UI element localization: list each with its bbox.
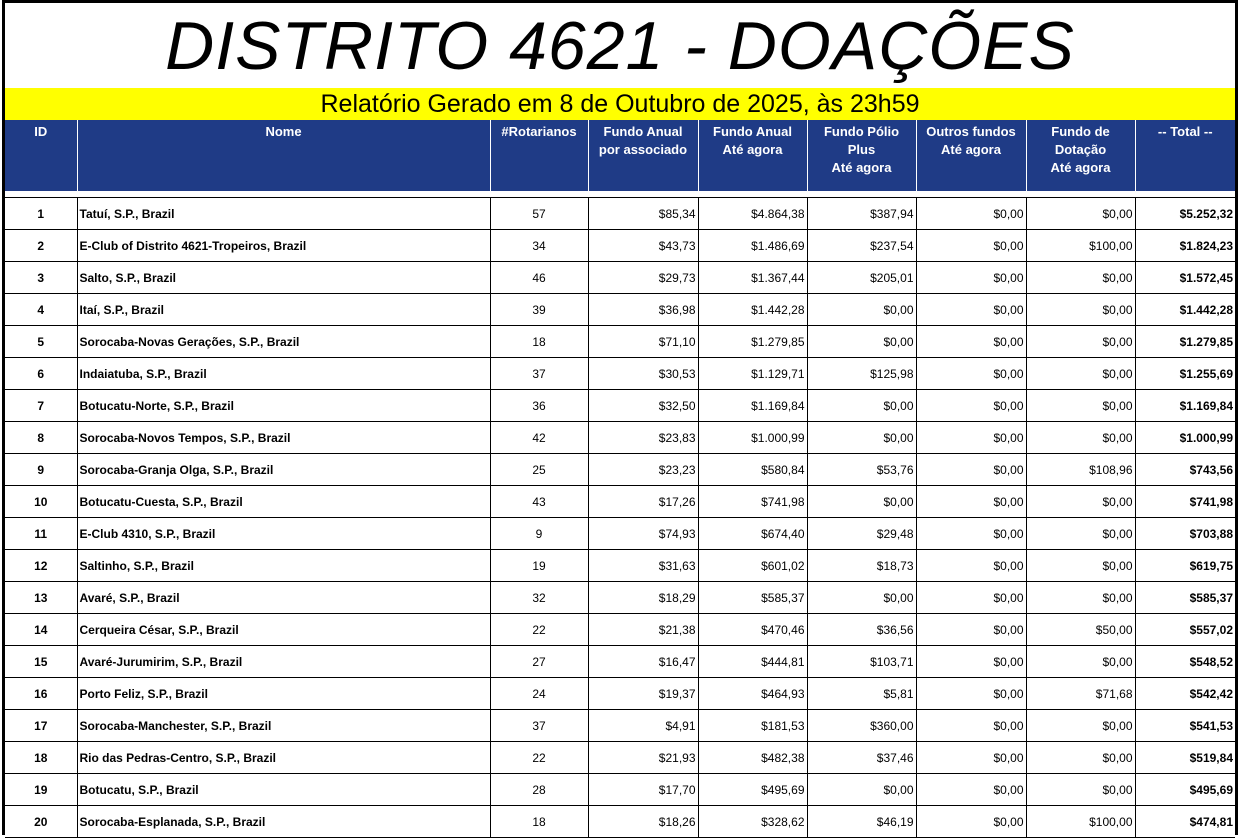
cell-total: $743,56	[1135, 454, 1235, 486]
cell-fundo-polio: $0,00	[807, 774, 916, 806]
table-row	[5, 198, 1235, 230]
cell-id: 11	[5, 518, 77, 550]
cell-outros-fundos: $0,00	[916, 550, 1026, 582]
cell-fundo-anual-associado: $23,83	[588, 422, 698, 454]
cell-fundo-polio: $18,73	[807, 550, 916, 582]
cell-nome: Sorocaba-Manchester, S.P., Brazil	[77, 710, 490, 742]
cell-rotarianos: 37	[490, 710, 588, 742]
cell-fundo-polio: $5,81	[807, 678, 916, 710]
cell-total: $519,84	[1135, 742, 1235, 774]
cell-fundo-polio: $125,98	[807, 358, 916, 390]
report-title: DISTRITO 4621 - DOAÇÕES	[165, 7, 1075, 84]
cell-fundo-anual-associado: $85,34	[588, 198, 698, 230]
cell-id: 12	[5, 550, 77, 582]
cell-fundo-anual-associado: $17,70	[588, 774, 698, 806]
header-fundo-polio	[807, 120, 916, 191]
cell-fundo-dotacao: $0,00	[1026, 582, 1135, 614]
header-nome: Nome	[77, 120, 490, 191]
cell-total: $619,75	[1135, 550, 1235, 582]
cell-fundo-dotacao: $100,00	[1026, 806, 1135, 838]
table-row	[5, 518, 1235, 550]
cell-fundo-polio: $237,54	[807, 230, 916, 262]
cell-fundo-anual-associado: $18,29	[588, 582, 698, 614]
cell-fundo-anual-associado: $31,63	[588, 550, 698, 582]
table-row	[5, 230, 1235, 262]
cell-rotarianos: 22	[490, 614, 588, 646]
table-row	[5, 710, 1235, 742]
cell-outros-fundos: $0,00	[916, 294, 1026, 326]
cell-id: 18	[5, 742, 77, 774]
table-row	[5, 262, 1235, 294]
cell-nome: Sorocaba-Esplanada, S.P., Brazil	[77, 806, 490, 838]
cell-fundo-dotacao: $0,00	[1026, 646, 1135, 678]
cell-rotarianos: 42	[490, 422, 588, 454]
cell-outros-fundos: $0,00	[916, 646, 1026, 678]
header-line: Até agora	[722, 142, 783, 157]
cell-fundo-anual: $1.367,44	[698, 262, 807, 294]
cell-nome: E-Club of Distrito 4621-Tropeiros, Brazil	[77, 230, 490, 262]
cell-id: 7	[5, 390, 77, 422]
cell-id: 14	[5, 614, 77, 646]
cell-fundo-anual: $181,53	[698, 710, 807, 742]
cell-nome: Tatuí, S.P., Brazil	[77, 198, 490, 230]
cell-outros-fundos: $0,00	[916, 454, 1026, 486]
table-row	[5, 550, 1235, 582]
header-line: Fundo de	[1051, 124, 1110, 139]
table-row	[5, 646, 1235, 678]
cell-fundo-anual: $741,98	[698, 486, 807, 518]
cell-id: 15	[5, 646, 77, 678]
report-subtitle: Relatório Gerado em 8 de Outubro de 2025, às 23h59	[5, 88, 1235, 120]
cell-id: 16	[5, 678, 77, 710]
cell-id: 6	[5, 358, 77, 390]
cell-id: 3	[5, 262, 77, 294]
cell-outros-fundos: $0,00	[916, 582, 1026, 614]
report-sheet	[2, 0, 1238, 835]
table-row	[5, 390, 1235, 422]
table-row	[5, 294, 1235, 326]
cell-id: 9	[5, 454, 77, 486]
cell-nome: Rio das Pedras-Centro, S.P., Brazil	[77, 742, 490, 774]
table-row	[5, 614, 1235, 646]
cell-rotarianos: 18	[490, 806, 588, 838]
header-line: Fundo Pólio	[823, 124, 900, 139]
cell-fundo-anual-associado: $74,93	[588, 518, 698, 550]
cell-nome: Saltinho, S.P., Brazil	[77, 550, 490, 582]
cell-fundo-dotacao: $0,00	[1026, 518, 1135, 550]
cell-id: 17	[5, 710, 77, 742]
cell-total: $1.000,99	[1135, 422, 1235, 454]
cell-nome: Porto Feliz, S.P., Brazil	[77, 678, 490, 710]
cell-fundo-anual: $495,69	[698, 774, 807, 806]
cell-nome: Cerqueira César, S.P., Brazil	[77, 614, 490, 646]
cell-outros-fundos: $0,00	[916, 422, 1026, 454]
cell-nome: Avaré-Jurumirim, S.P., Brazil	[77, 646, 490, 678]
cell-fundo-anual: $328,62	[698, 806, 807, 838]
cell-fundo-anual: $4.864,38	[698, 198, 807, 230]
table-row	[5, 422, 1235, 454]
cell-id: 13	[5, 582, 77, 614]
cell-outros-fundos: $0,00	[916, 390, 1026, 422]
table-row	[5, 742, 1235, 774]
cell-fundo-polio: $205,01	[807, 262, 916, 294]
header-line: Dotação	[1054, 142, 1107, 157]
cell-fundo-anual: $464,93	[698, 678, 807, 710]
cell-total: $495,69	[1135, 774, 1235, 806]
cell-nome: Sorocaba-Granja Olga, S.P., Brazil	[77, 454, 490, 486]
cell-rotarianos: 43	[490, 486, 588, 518]
cell-rotarianos: 18	[490, 326, 588, 358]
cell-total: $474,81	[1135, 806, 1235, 838]
table-row	[5, 454, 1235, 486]
cell-outros-fundos: $0,00	[916, 774, 1026, 806]
cell-fundo-anual: $444,81	[698, 646, 807, 678]
cell-nome: Indaiatuba, S.P., Brazil	[77, 358, 490, 390]
cell-fundo-polio: $37,46	[807, 742, 916, 774]
table-row	[5, 326, 1235, 358]
header-outros-fundos	[916, 120, 1026, 191]
cell-outros-fundos: $0,00	[916, 262, 1026, 294]
cell-outros-fundos: $0,00	[916, 518, 1026, 550]
header-line: Fundo Anual	[713, 124, 792, 139]
cell-outros-fundos: $0,00	[916, 358, 1026, 390]
cell-fundo-dotacao: $50,00	[1026, 614, 1135, 646]
cell-total: $1.824,23	[1135, 230, 1235, 262]
table-row	[5, 774, 1235, 806]
cell-fundo-anual-associado: $21,93	[588, 742, 698, 774]
cell-fundo-polio: $53,76	[807, 454, 916, 486]
cell-nome: Botucatu-Cuesta, S.P., Brazil	[77, 486, 490, 518]
cell-fundo-anual-associado: $43,73	[588, 230, 698, 262]
table-body	[5, 191, 1235, 838]
table-row	[5, 582, 1235, 614]
cell-rotarianos: 22	[490, 742, 588, 774]
cell-fundo-dotacao: $0,00	[1026, 486, 1135, 518]
header-fundo-anual-associado	[588, 120, 698, 191]
header-line: Até agora	[941, 142, 1001, 157]
header-rotarianos: #Rotarianos	[490, 120, 588, 191]
cell-rotarianos: 32	[490, 582, 588, 614]
cell-total: $1.169,84	[1135, 390, 1235, 422]
cell-nome: Avaré, S.P., Brazil	[77, 582, 490, 614]
cell-id: 2	[5, 230, 77, 262]
cell-fundo-anual-associado: $71,10	[588, 326, 698, 358]
header-line: Plus	[847, 142, 876, 157]
cell-fundo-anual-associado: $16,47	[588, 646, 698, 678]
cell-total: $557,02	[1135, 614, 1235, 646]
cell-fundo-polio: $103,71	[807, 646, 916, 678]
cell-fundo-polio: $0,00	[807, 294, 916, 326]
cell-fundo-polio: $0,00	[807, 486, 916, 518]
cell-total: $1.255,69	[1135, 358, 1235, 390]
cell-outros-fundos: $0,00	[916, 326, 1026, 358]
cell-id: 4	[5, 294, 77, 326]
cell-fundo-dotacao: $0,00	[1026, 262, 1135, 294]
cell-fundo-anual: $674,40	[698, 518, 807, 550]
header-line: Fundo Anual	[603, 124, 683, 139]
cell-fundo-polio: $360,00	[807, 710, 916, 742]
header-line: Até agora	[831, 160, 892, 175]
cell-fundo-anual: $585,37	[698, 582, 807, 614]
cell-nome: Salto, S.P., Brazil	[77, 262, 490, 294]
cell-fundo-polio: $0,00	[807, 326, 916, 358]
cell-fundo-polio: $36,56	[807, 614, 916, 646]
cell-fundo-anual: $1.129,71	[698, 358, 807, 390]
cell-fundo-dotacao: $0,00	[1026, 710, 1135, 742]
donations-table	[5, 120, 1235, 838]
cell-fundo-dotacao: $0,00	[1026, 422, 1135, 454]
cell-fundo-anual: $1.486,69	[698, 230, 807, 262]
cell-fundo-anual: $470,46	[698, 614, 807, 646]
cell-rotarianos: 25	[490, 454, 588, 486]
cell-fundo-anual: $1.442,28	[698, 294, 807, 326]
cell-total: $1.279,85	[1135, 326, 1235, 358]
cell-fundo-anual-associado: $32,50	[588, 390, 698, 422]
cell-nome: Botucatu-Norte, S.P., Brazil	[77, 390, 490, 422]
cell-nome: E-Club 4310, S.P., Brazil	[77, 518, 490, 550]
cell-id: 1	[5, 198, 77, 230]
cell-fundo-anual-associado: $23,23	[588, 454, 698, 486]
cell-fundo-anual: $482,38	[698, 742, 807, 774]
cell-fundo-anual-associado: $4,91	[588, 710, 698, 742]
cell-fundo-polio: $387,94	[807, 198, 916, 230]
cell-fundo-anual: $1.169,84	[698, 390, 807, 422]
cell-fundo-anual-associado: $17,26	[588, 486, 698, 518]
header-fundo-dotacao	[1026, 120, 1135, 191]
cell-fundo-polio: $0,00	[807, 582, 916, 614]
cell-fundo-polio: $46,19	[807, 806, 916, 838]
cell-fundo-dotacao: $0,00	[1026, 550, 1135, 582]
cell-total: $741,98	[1135, 486, 1235, 518]
cell-rotarianos: 37	[490, 358, 588, 390]
cell-fundo-dotacao: $100,00	[1026, 230, 1135, 262]
cell-fundo-dotacao: $0,00	[1026, 198, 1135, 230]
cell-rotarianos: 24	[490, 678, 588, 710]
cell-total: $548,52	[1135, 646, 1235, 678]
cell-fundo-anual: $580,84	[698, 454, 807, 486]
cell-id: 8	[5, 422, 77, 454]
cell-nome: Itaí, S.P., Brazil	[77, 294, 490, 326]
cell-id: 20	[5, 806, 77, 838]
cell-id: 10	[5, 486, 77, 518]
header-fundo-anual	[698, 120, 807, 191]
cell-outros-fundos: $0,00	[916, 710, 1026, 742]
header-id: ID	[5, 120, 77, 191]
cell-nome: Sorocaba-Novas Gerações, S.P., Brazil	[77, 326, 490, 358]
cell-outros-fundos: $0,00	[916, 486, 1026, 518]
cell-rotarianos: 39	[490, 294, 588, 326]
table-row	[5, 486, 1235, 518]
table-row	[5, 806, 1235, 838]
cell-total: $542,42	[1135, 678, 1235, 710]
cell-outros-fundos: $0,00	[916, 614, 1026, 646]
cell-rotarianos: 46	[490, 262, 588, 294]
cell-fundo-anual: $1.000,99	[698, 422, 807, 454]
header-row	[5, 120, 1235, 191]
cell-rotarianos: 9	[490, 518, 588, 550]
table-row	[5, 678, 1235, 710]
cell-id: 19	[5, 774, 77, 806]
header-total: -- Total --	[1135, 120, 1235, 191]
table-row	[5, 358, 1235, 390]
cell-nome: Botucatu, S.P., Brazil	[77, 774, 490, 806]
cell-outros-fundos: $0,00	[916, 806, 1026, 838]
cell-fundo-polio: $0,00	[807, 390, 916, 422]
cell-total: $1.572,45	[1135, 262, 1235, 294]
cell-outros-fundos: $0,00	[916, 678, 1026, 710]
cell-rotarianos: 19	[490, 550, 588, 582]
cell-rotarianos: 34	[490, 230, 588, 262]
cell-fundo-dotacao: $0,00	[1026, 326, 1135, 358]
cell-fundo-dotacao: $0,00	[1026, 774, 1135, 806]
cell-fundo-anual: $1.279,85	[698, 326, 807, 358]
cell-fundo-dotacao: $0,00	[1026, 294, 1135, 326]
cell-fundo-anual-associado: $30,53	[588, 358, 698, 390]
cell-total: $1.442,28	[1135, 294, 1235, 326]
cell-rotarianos: 36	[490, 390, 588, 422]
cell-fundo-anual-associado: $29,73	[588, 262, 698, 294]
header-line: Outros fundos	[926, 124, 1016, 139]
cell-total: $5.252,32	[1135, 198, 1235, 230]
cell-fundo-dotacao: $0,00	[1026, 742, 1135, 774]
cell-outros-fundos: $0,00	[916, 230, 1026, 262]
cell-outros-fundos: $0,00	[916, 742, 1026, 774]
cell-fundo-anual-associado: $36,98	[588, 294, 698, 326]
cell-fundo-polio: $0,00	[807, 422, 916, 454]
cell-fundo-anual-associado: $21,38	[588, 614, 698, 646]
cell-fundo-dotacao: $71,68	[1026, 678, 1135, 710]
cell-nome: Sorocaba-Novos Tempos, S.P., Brazil	[77, 422, 490, 454]
cell-fundo-anual-associado: $18,26	[588, 806, 698, 838]
cell-total: $541,53	[1135, 710, 1235, 742]
cell-total: $585,37	[1135, 582, 1235, 614]
header-line: Até agora	[1050, 160, 1111, 175]
cell-total: $703,88	[1135, 518, 1235, 550]
cell-fundo-dotacao: $108,96	[1026, 454, 1135, 486]
cell-fundo-dotacao: $0,00	[1026, 390, 1135, 422]
cell-rotarianos: 28	[490, 774, 588, 806]
cell-outros-fundos: $0,00	[916, 198, 1026, 230]
cell-rotarianos: 57	[490, 198, 588, 230]
cell-rotarianos: 27	[490, 646, 588, 678]
header-line: por associado	[598, 142, 688, 157]
cell-id: 5	[5, 326, 77, 358]
cell-fundo-anual: $601,02	[698, 550, 807, 582]
cell-fundo-anual-associado: $19,37	[588, 678, 698, 710]
cell-fundo-polio: $29,48	[807, 518, 916, 550]
cell-fundo-dotacao: $0,00	[1026, 358, 1135, 390]
